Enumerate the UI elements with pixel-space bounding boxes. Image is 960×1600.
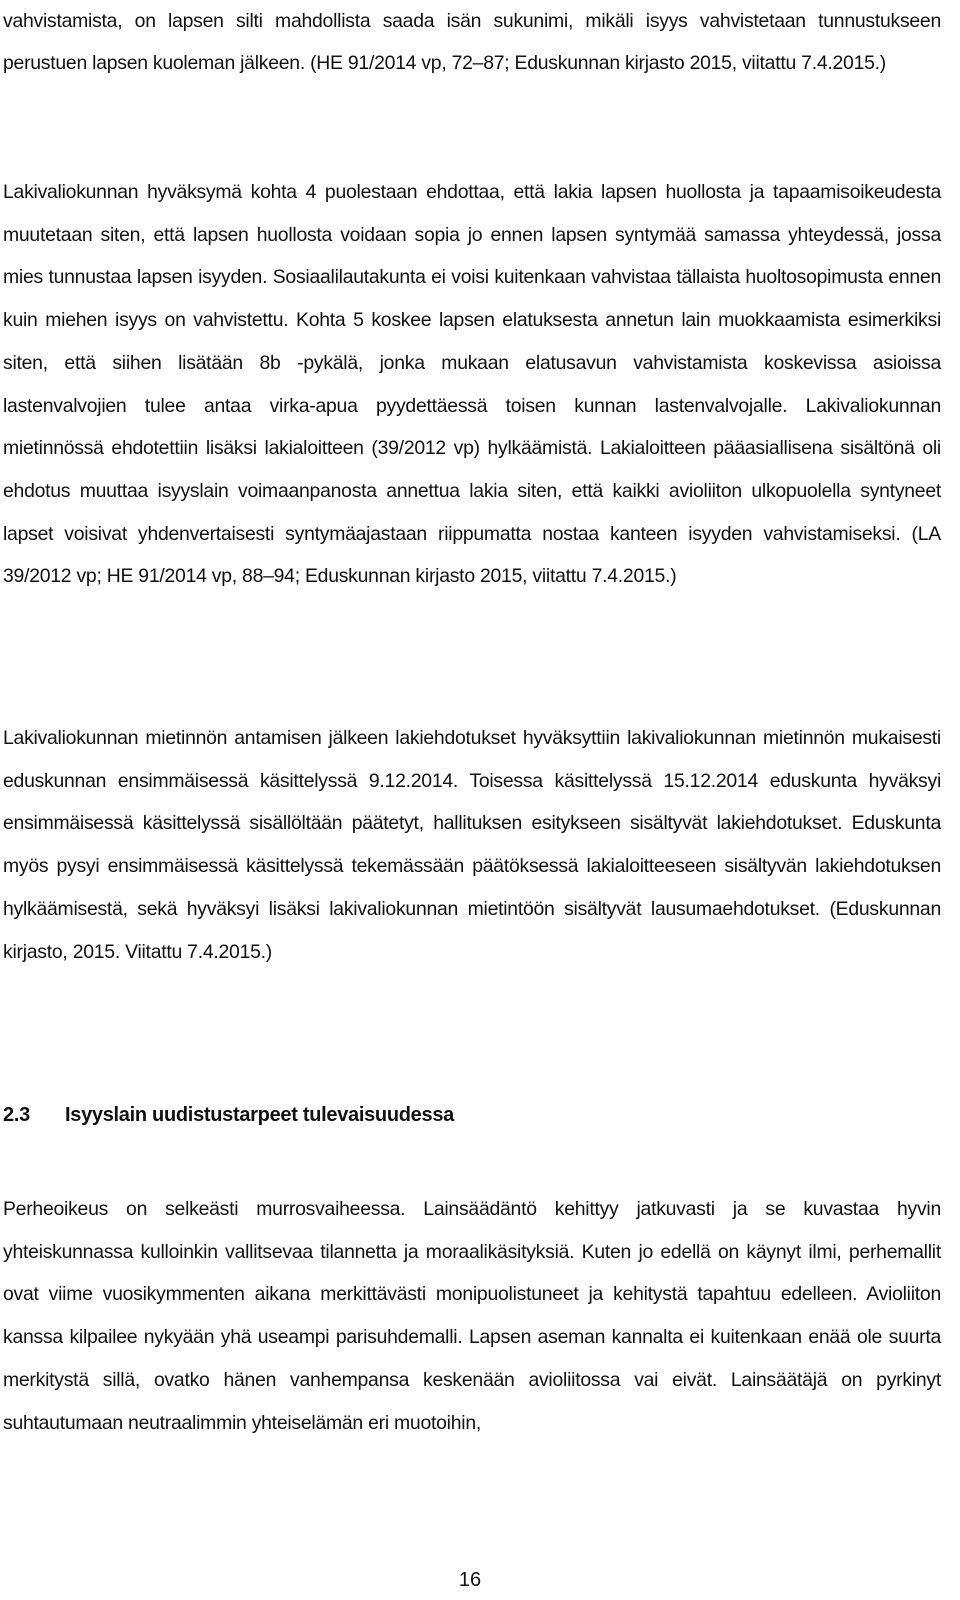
section-number: 2.3 [3, 1104, 30, 1126]
paragraph-4: Perheoikeus on selkeästi murrosvaiheessa. Lainsäädäntö kehittyy jatkuvasti ja se kuvastaa hyvin yhteiskunnassa kulloinkin vallitsevaa tilannetta ja moraalikäsityksiä. Kuten jo edellä on käynyt ilmi, perhemallit ovat viime vuosikymmenten aikana merkittävästi monipuolistuneet ja kehitystä tapahtuu edelleen. Avioliiton kanssa kilpailee nykyään yhä useampi parisuhdemalli. Lapsen aseman kannalta ei kuitenkaan enää ole suurta merkitystä sillä, ovatko hänen vanhempansa keskenään avioliitossa vai eivät. Lainsäätäjä on pyrkinyt suhtautumaan neutraalimmin yhteiselämän eri muotoihin, [3, 1198, 941, 1434]
section-heading [3, 1094, 454, 1136]
paragraph-2: Lakivaliokunnan hyväksymä kohta 4 puolestaan ehdottaa, että lakia lapsen huollosta ja tapaamisoikeudesta muutetaan siten, että lapsen huollosta voidaan sopia jo ennen lapsen syntymää samassa yhteydessä, jossa mies tunnustaa lapsen isyyden. Sosiaalilautakunta ei voisi kuitenkaan vahvistaa tällaista huoltosopimusta ennen kuin miehen isyys on vahvistettu. Kohta 5 koskee lapsen elatuksesta annetun lain muokkaamista esimerkiksi siten, että siihen lisätään 8b -pykälä, jonka mukaan elatusavun vahvistamista koskevissa asioissa lastenvalvojien tulee antaa virka-apua pyydettäessä toisen kunnan lastenvalvojalle. Lakivaliokunnan mietinnössä ehdotettiin lisäksi lakialoitteen (39/2012 vp) hylkäämistä. Lakialoitteen pääasiallisena sisältönä oli ehdotus muuttaa isyyslain voimaanpanosta annettua lakia siten, että kaikki avioliiton ulkopuolella syntyneet lapset voisivat yhdenvertaisesti syntymäajastaan riippumatta nostaa kanteen isyyden vahvistamiseksi. (LA 39/2012 vp; HE 91/2014 vp, 88–94; Eduskunnan kirjasto 2015, viitattu 7.4.2015.) [3, 181, 941, 588]
section-title: Isyyslain uudistustarpeet tulevaisuudessa [65, 1104, 454, 1126]
paragraph-1: vahvistamista, on lapsen silti mahdollista saada isän sukunimi, mikäli isyys vahvistetaan tunnustukseen perustuen lapsen kuoleman jälkeen. (HE 91/2014 vp, 72–87; Eduskunnan kirjasto 2015, viitattu 7.4.2015.) [3, 10, 941, 74]
page-number: 16 [458, 1569, 482, 1591]
paragraph-3: Lakivaliokunnan mietinnön antamisen jälkeen lakiehdotukset hyväksyttiin lakivaliokunnan mietinnön mukaisesti eduskunnan ensimmäisessä käsittelyssä 9.12.2014. Toisessa käsittelyssä 15.12.2014 eduskunta hyväksyi ensimmäisessä käsittelyssä sisällöltään päätetyt, hallituksen esitykseen sisältyvät lakiehdotukset. Eduskunta myös pysyi ensimmäisessä käsittelyssä tekemässään päätöksessä lakialoitteeseen sisältyvän lakiehdotuksen hylkäämisestä, sekä hyväksyi lisäksi lakivaliokunnan mietintöön sisältyvät lausumaehdotukset. (Eduskunnan kirjasto, 2015. Viitattu 7.4.2015.) [3, 727, 941, 963]
